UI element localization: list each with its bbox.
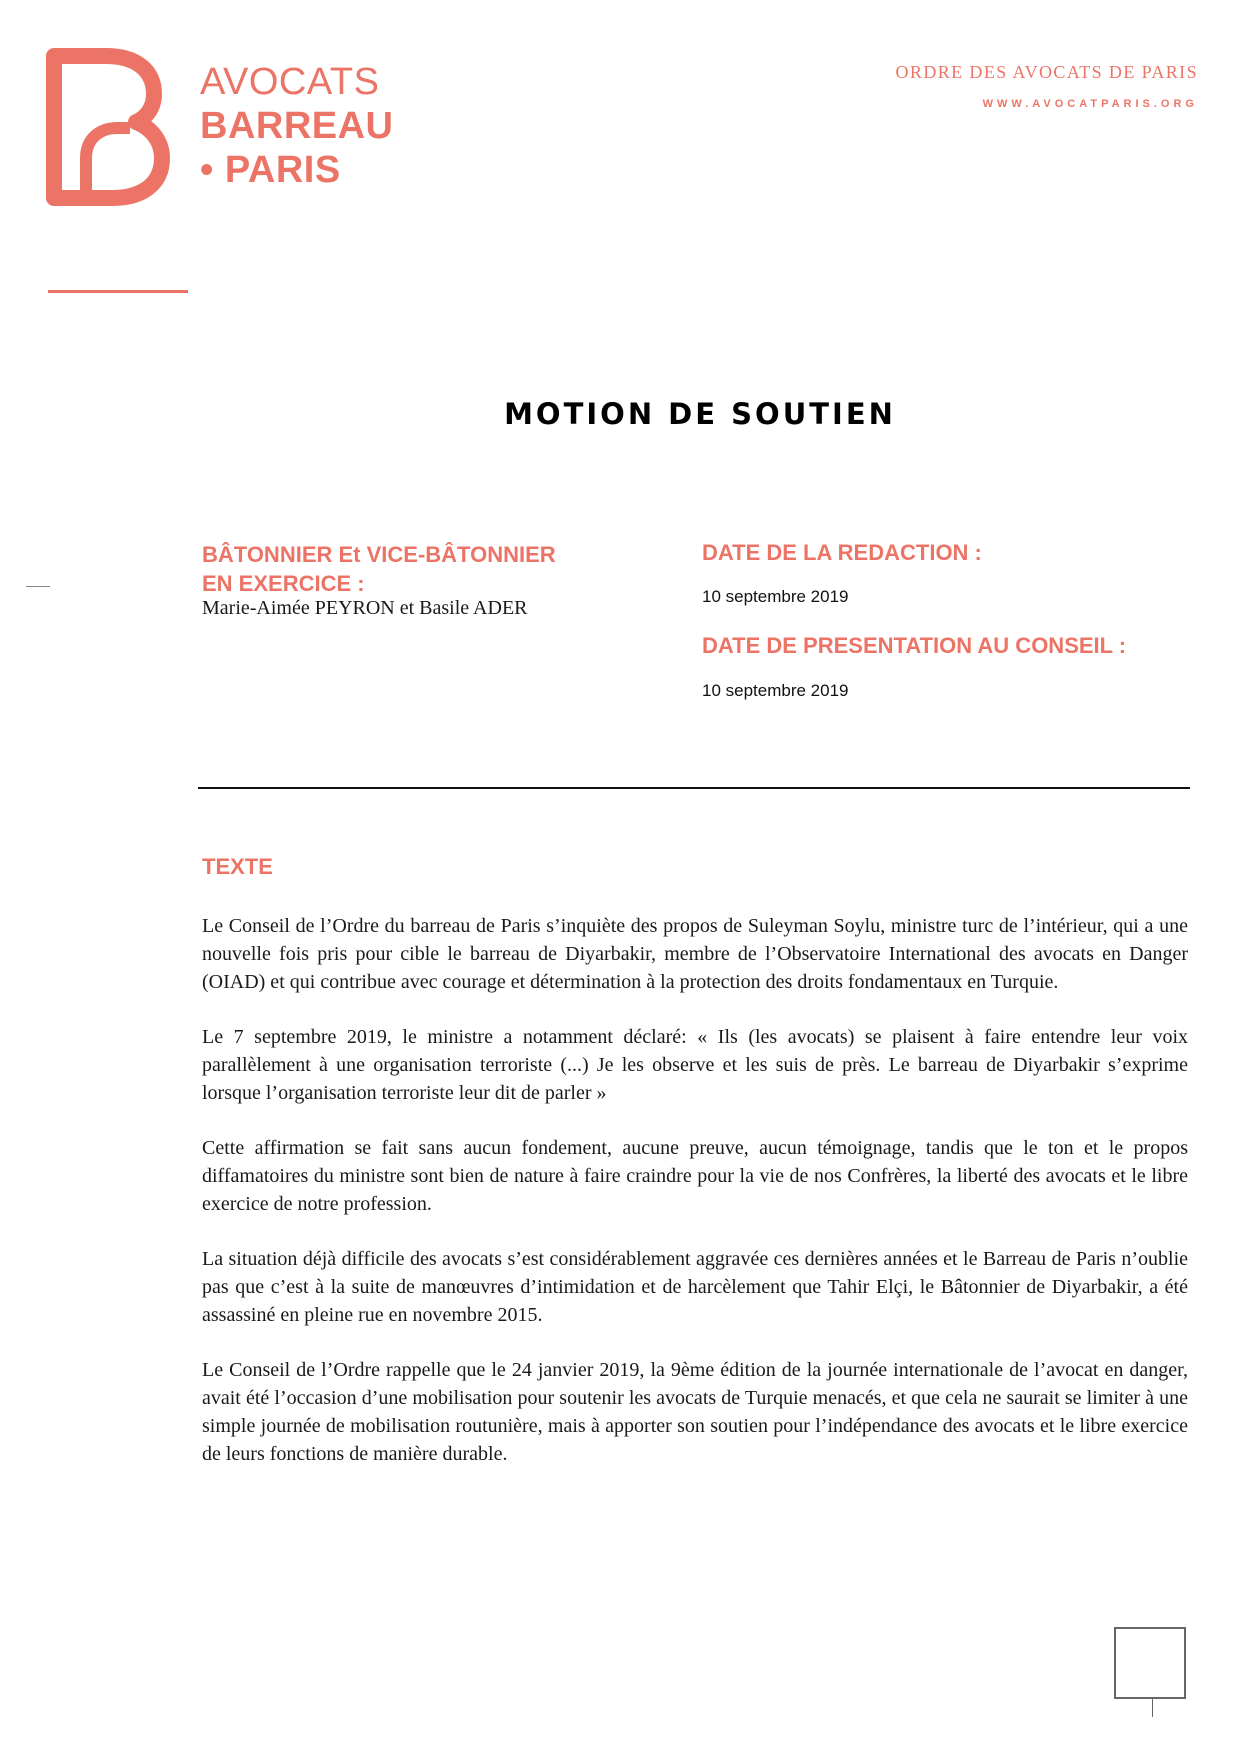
- body-paragraph: La situation déjà difficile des avocats s’est considérablement aggravée ces dernières années et le Barreau de Paris n’oublie pas que c’est à la suite de manœuvres d’intimidation et de harcèlement que Tahir Elçi, le Bâtonnier de Diyarbakir, a été assassiné en pleine rue en novembre 2015.: [202, 1248, 1188, 1326]
- body-paragraph: Le Conseil de l’Ordre rappelle que le 24 janvier 2019, la 9ème édition de la journée internationale de l’avocat en danger, avait été l’occasion d’une mobilisation pour soutenir les avocats de Turquie menacés, et que cela ne saurait se limiter à une simple journée de mobilisation routunière, mais à apporter son soutien pour l’indépendance des avocats et le libre exercice de leurs fonctions de manière durable.: [202, 1359, 1188, 1465]
- body-paragraph: Le Conseil de l’Ordre du barreau de Paris s’inquiète des propos de Suleyman Soylu, ministre turc de l’intérieur, qui a une nouvelle fois pris pour cible le barreau de Diyarbakir, membre de l’Observatoire International des avocats en Danger (OIAD) et qui contribue avec courage et détermination à la protection des droits fondamentaux en Turquie.: [202, 915, 1188, 993]
- barreau-b-logo-icon: [46, 48, 170, 206]
- logo-text-barreau: BARREAU: [200, 105, 394, 147]
- redaction-date: 10 septembre 2019: [702, 587, 849, 606]
- officers-label: BÂTONNIER Et VICE-BÂTONNIER: [202, 542, 556, 567]
- body-paragraph: Le 7 septembre 2019, le ministre a notamment déclaré: « Ils (les avocats) se plaisent à faire entendre leur voix parallèlement à une organisation terroriste (...) Je les observe et les suis de près. Le barreau de Diyarbakir s’exprime lorsque l’organisation terroriste leur dit de parler »: [202, 1026, 1188, 1104]
- motion-body: [202, 912, 1188, 1495]
- margin-mark: [26, 586, 50, 587]
- website-link[interactable]: WWW.AVOCATPARIS.ORG: [982, 98, 1198, 110]
- officers-label-continued: EN EXERCICE :: [202, 571, 365, 596]
- logo-text-avocats: AVOCATS: [200, 61, 380, 103]
- texte-heading: TEXTE: [202, 854, 273, 879]
- presentation-date-label: DATE DE PRESENTATION AU CONSEIL :: [702, 633, 1127, 658]
- logo-text-paris: • PARIS: [200, 149, 341, 191]
- section-divider: [198, 787, 1190, 789]
- document-title: MOTION DE SOUTIEN: [504, 397, 896, 431]
- organization-name: ORDRE DES AVOCATS DE PARIS: [895, 62, 1198, 82]
- officers-names: Marie-Aimée PEYRON et Basile ADER: [202, 597, 528, 619]
- page-corner-box: [1114, 1627, 1186, 1699]
- body-paragraph: Cette affirmation se fait sans aucun fondement, aucune preuve, aucun témoignage, tandis que le ton et le propos diffamatoires du ministre sont bien de nature à faire craindre pour la vie de nos Confrères, la liberté des avocats et le libre exercice de notre profession.: [202, 1137, 1188, 1215]
- page-corner-tick: [1152, 1699, 1153, 1717]
- presentation-date: 10 septembre 2019: [702, 681, 849, 700]
- redaction-date-label: DATE DE LA REDACTION :: [702, 540, 982, 565]
- accent-divider: [48, 290, 188, 293]
